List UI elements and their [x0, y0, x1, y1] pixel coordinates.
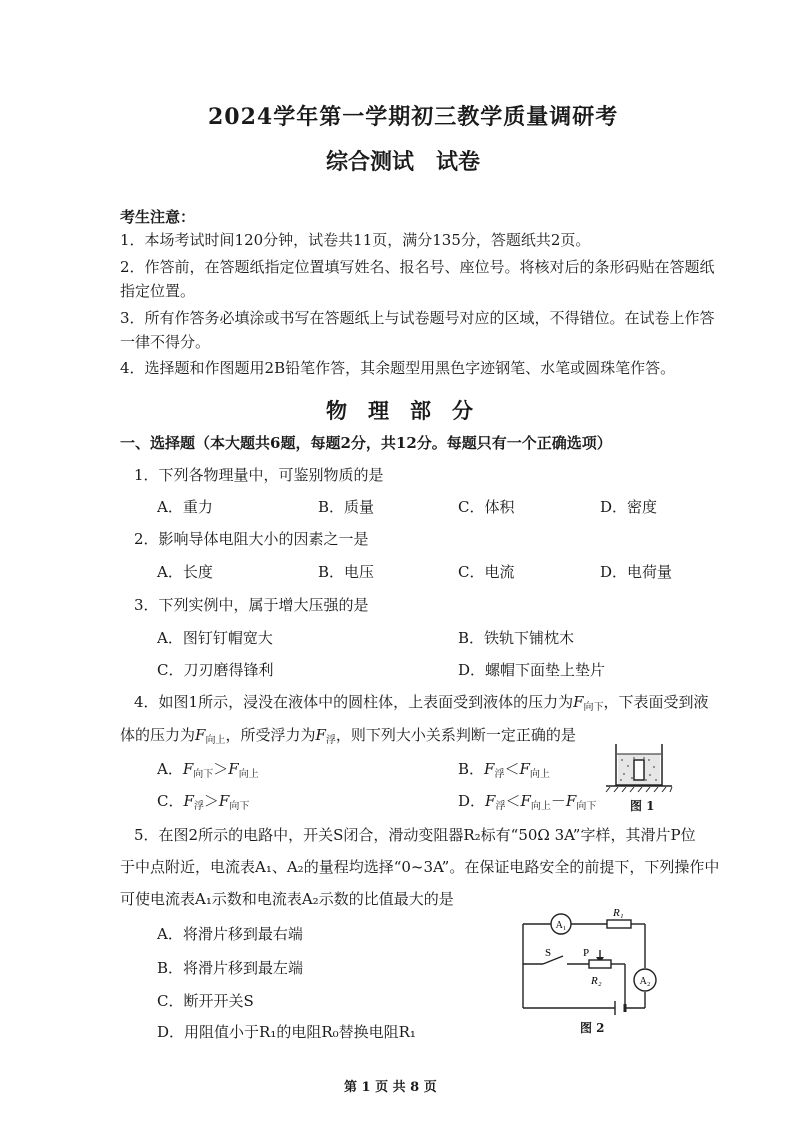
q5-stem-line3: 可使电流表A₁示数和电流表A₂示数的比值最大的是	[120, 890, 454, 908]
q1-option-d: D．密度	[600, 498, 658, 516]
q2-stem: 2．影响导体电阻大小的因素之一是	[134, 530, 369, 548]
q4-stem-line1: 4．如图1所示，浸没在液体中的圆柱体，上表面受到液体的压力为$F_{向下}$，下表面受到液	[134, 693, 709, 713]
exam-title: 2024学年第一学期初三教学质量调研考	[208, 104, 619, 130]
switch-label: S	[545, 947, 552, 959]
notice-item-4: 4．选择题和作图题用2B铅笔作答，其余题型用黑色字迹钢笔、水笔或圆珠笔作答。	[120, 359, 676, 377]
part1-heading: 一、选择题（本大题共6题，每题2分，共12分。每题只有一个正确选项）	[120, 434, 612, 452]
q5-option-b: B．将滑片移到最左端	[157, 959, 304, 977]
r1-label: R₁	[613, 907, 624, 919]
q2-option-a: A．长度	[157, 563, 213, 581]
q3-stem: 3．下列实例中，属于增大压强的是	[134, 596, 369, 614]
notice-item-3: 3．所有作答务必填涂或书写在答题纸上与试卷题号对应的区域，不得错位。在试卷上作答	[120, 309, 715, 327]
q4-option-a: A．$F_{向下}>F_{向上}$	[157, 760, 259, 780]
q1-option-b: B．质量	[318, 498, 375, 516]
q5-stem-line2: 于中点附近，电流表A₁、A₂的量程均选择“0~3A”。在保证电路安全的前提下，下列操作中	[120, 858, 720, 876]
q5-option-c: C．断开开关S	[157, 992, 254, 1010]
figure-2-label: 图 2	[580, 1021, 605, 1035]
q1-option-c: C．体积	[458, 498, 515, 516]
q2-option-b: B．电压	[318, 563, 375, 581]
slider-label: P	[583, 947, 590, 959]
q2-option-d: D．电荷量	[600, 563, 673, 581]
notice-item-3-cont: 一律不得分。	[120, 333, 211, 351]
notice-item-2-cont: 指定位置。	[120, 282, 196, 300]
figure-1-label: 图 1	[630, 799, 655, 813]
figure-1-container-diagram	[604, 736, 674, 796]
q4-option-b: B．$F_浮<F_{向上}$	[458, 760, 550, 780]
q2-option-c: C．电流	[458, 563, 515, 581]
q3-option-c: C．刀刃磨得锋利	[157, 661, 274, 679]
q4-stem-line2: 体的压力为$F_{向上}$，所受浮力为$F_浮$，则下列大小关系判断一定正确的是	[120, 726, 576, 746]
q5-option-a: A．将滑片移到最右端	[157, 925, 303, 943]
rheostat-r2	[589, 960, 611, 968]
q1-stem: 1．下列各物理量中，可鉴别物质的是	[134, 466, 384, 484]
q4-option-c: C．$F_浮>F_{向下}$	[157, 792, 250, 812]
q3-option-d: D．螺帽下面垫上垫片	[458, 661, 606, 679]
a1-label: A₁	[555, 920, 567, 931]
page-footer: 第 1 页 共 8 页	[344, 1080, 437, 1095]
q5-option-d: D．用阻值小于R₁的电阻R₀替换电阻R₁	[157, 1023, 416, 1041]
cylinder	[634, 760, 644, 780]
q3-option-a: A．图钉钉帽宽大	[157, 629, 273, 647]
q5-stem-line1: 5．在图2所示的电路中，开关S闭合，滑动变阻器R₂标有“50Ω 3A”字样，其滑片P位	[134, 826, 696, 844]
a2-label: A₂	[639, 976, 651, 987]
section-title: 物 理 部 分	[326, 398, 473, 423]
figure-2-circuit-diagram	[515, 900, 665, 1020]
r2-label: R₂	[591, 975, 602, 987]
q3-option-b: B．铁轨下铺枕木	[458, 629, 575, 647]
resistor-r1	[607, 920, 631, 928]
q4-option-d: D．$F_浮<F_{向上}-F_{向下}$	[458, 792, 597, 812]
notice-item-1: 1．本场考试时间120分钟，试卷共11页，满分135分，答题纸共2页。	[120, 231, 591, 249]
exam-subtitle: 综合测试 试卷	[326, 149, 481, 175]
notice-heading: 考生注意：	[120, 208, 196, 226]
q1-option-a: A．重力	[157, 498, 213, 516]
notice-item-2: 2．作答前，在答题纸指定位置填写姓名、报名号、座位号。将核对后的条形码贴在答题纸	[120, 258, 715, 276]
